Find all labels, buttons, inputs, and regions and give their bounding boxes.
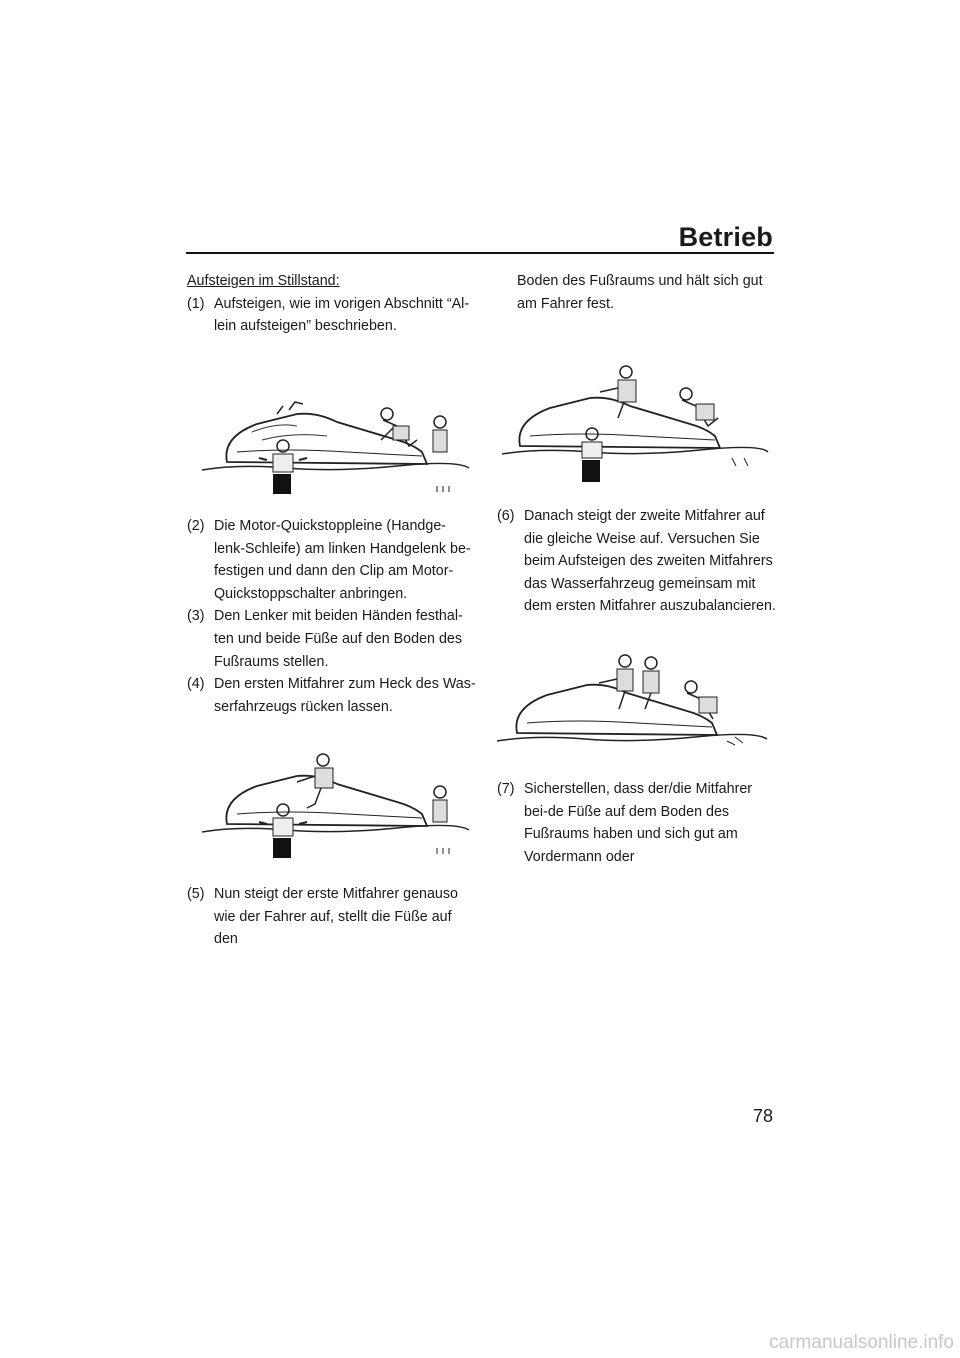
list-item	[497, 778, 779, 868]
watermark: carmanualsonline.info	[769, 1332, 954, 1353]
list-item	[187, 883, 477, 951]
header-divider	[186, 252, 774, 254]
left-column-steps	[187, 515, 477, 718]
left-column	[187, 270, 477, 338]
right-column-step-6	[497, 505, 779, 618]
list-item-text: Danach steigt der zweite Mitfahrer auf die gleiche Weise auf. Versuchen Sie beim Aufsteigen des zweiten Mitfahrers das Wasserfahrzeug gemeinsam mit dem ersten Mitfahrer auszubalancieren.	[524, 508, 776, 615]
list-item	[187, 605, 477, 673]
list-item-number: (5)	[187, 886, 205, 902]
list-item-text: Aufsteigen, wie im vorigen Abschnitt “Al-lein aufsteigen” beschrieben.	[214, 295, 470, 335]
page-number: 78	[752, 1106, 773, 1126]
list-item-text: Sicherstellen, dass der/die Mitfahrer bei-de Füße auf dem Boden des Fußraums haben und sich gut am Vordermann oder	[524, 781, 753, 865]
list-item-number: (6)	[497, 508, 515, 524]
right-column-continuation: Boden des Fußraums und hält sich gut am Fahrer fest.	[517, 273, 763, 312]
watercraft-icon	[197, 748, 472, 860]
list-item	[497, 505, 779, 618]
watercraft-icon	[500, 358, 770, 490]
list-item-number: (7)	[497, 781, 515, 797]
list-item-number: (4)	[187, 676, 205, 693]
list-item	[187, 515, 477, 605]
list-item	[187, 673, 477, 718]
page-title: Betrieb	[678, 222, 773, 252]
watercraft-boarding-illustration-4	[495, 645, 770, 757]
watercraft-boarding-illustration-3	[500, 358, 770, 490]
list-item-text: Die Motor-Quickstoppleine (Handge-lenk-Schleife) am linken Handgelenk be-festigen und dann den Clip am Motor-Quickstoppschalter anbringen.	[214, 518, 471, 602]
list-item-number: (2)	[187, 518, 205, 534]
watercraft-icon	[495, 645, 770, 757]
section-subheading: Aufsteigen im Stillstand:	[187, 273, 340, 289]
list-item-text: Nun steigt der erste Mitfahrer genauso wie der Fahrer auf, stellt die Füße auf den	[214, 886, 458, 948]
watercraft-icon	[197, 392, 472, 502]
list-item-number: (1)	[187, 295, 205, 312]
list-item-text: Den Lenker mit beiden Händen festhal-ten und beide Füße auf den Boden des Fußraums stellen.	[214, 608, 463, 670]
list-item-number: (3)	[187, 608, 205, 625]
right-column-step-7	[497, 778, 779, 868]
watercraft-boarding-illustration-1	[197, 392, 472, 502]
watercraft-boarding-illustration-2	[197, 748, 472, 860]
left-column-step-5	[187, 883, 477, 951]
list-item-text: Den ersten Mitfahrer zum Heck des Was-serfahrzeugs rücken lassen.	[214, 676, 476, 715]
list-item	[187, 293, 477, 338]
